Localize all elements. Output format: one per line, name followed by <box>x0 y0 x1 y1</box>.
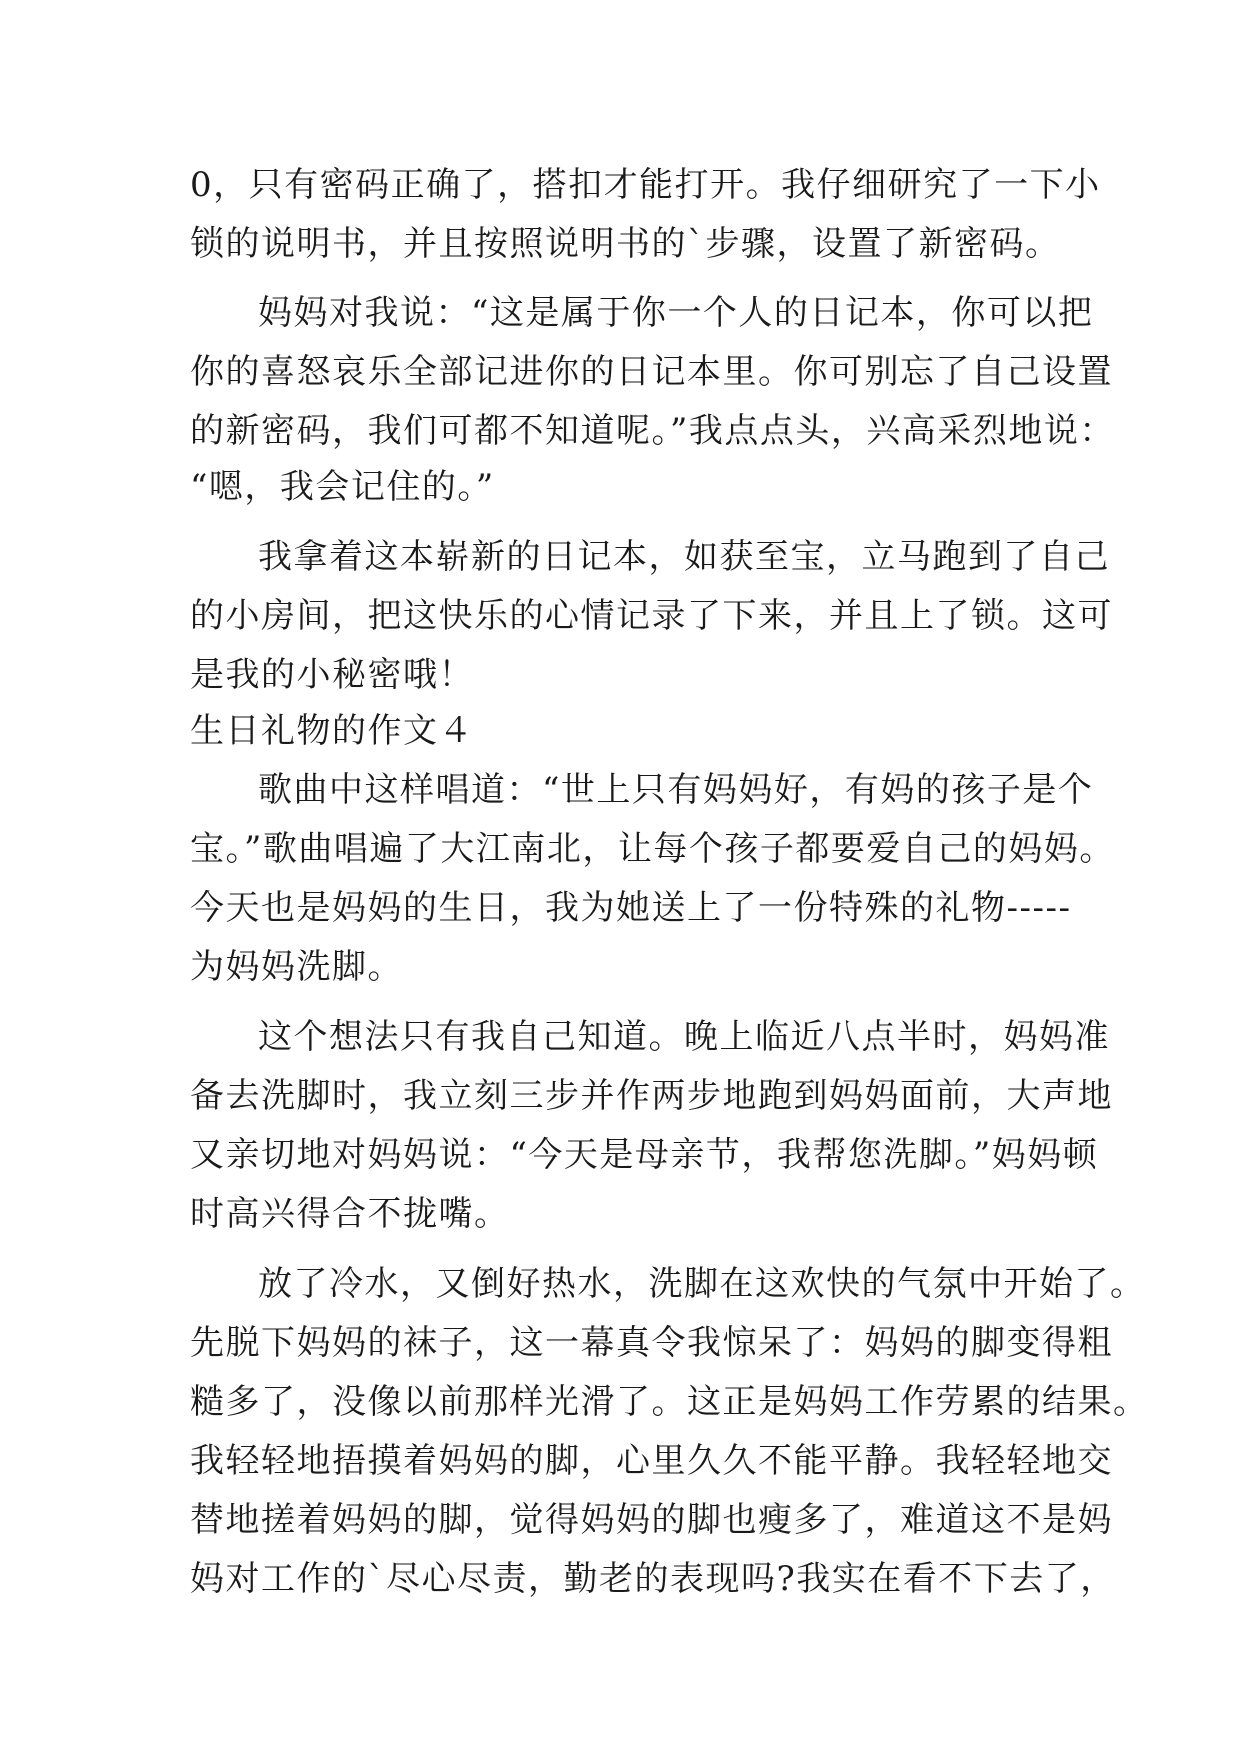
section-heading: 生日礼物的作文４ <box>190 711 474 751</box>
text-line: 是我的小秘密哦！ <box>190 655 474 695</box>
text-line: 又亲切地对妈妈说：“今天是母亲节，我帮您洗脚。”妈妈顿 <box>190 1135 1099 1175</box>
paragraph-first-line: 放了冷水，又倒好热水，洗脚在这欢快的气氛中开始了。 <box>258 1264 1146 1304</box>
text-line: 今天也是妈妈的生日，我为她送上了一份特殊的礼物----- <box>190 888 1072 928</box>
text-line: 备去洗脚时，我立刻三步并作两步地跑到妈妈面前，大声地 <box>190 1076 1113 1116</box>
text-line: 先脱下妈妈的袜子，这一幕真令我惊呆了：妈妈的脚变得粗 <box>190 1323 1113 1363</box>
text-line: 0，只有密码正确了，搭扣才能打开。我仔细研究了一下小 <box>190 165 1101 205</box>
paragraph-first-line: 我拿着这本崭新的日记本，如获至宝，立马跑到了自己 <box>258 537 1110 577</box>
text-line: “嗯，我会记住的。” <box>190 467 495 507</box>
text-line: 宝。”歌曲唱遍了大江南北，让每个孩子都要爱自己的妈妈。 <box>190 829 1115 869</box>
text-line: 替地搓着妈妈的脚，觉得妈妈的脚也瘦多了，难道这不是妈 <box>190 1500 1113 1540</box>
text-line: 的新密码，我们可都不知道呢。”我点点头，兴高采烈地说： <box>190 411 1115 451</box>
paragraph-first-line: 歌曲中这样唱道：“世上只有妈妈好，有妈的孩子是个 <box>258 770 1094 810</box>
text-line: 糙多了，没像以前那样光滑了。这正是妈妈工作劳累的结果。 <box>190 1382 1149 1422</box>
paragraph-first-line: 妈妈对我说：“这是属于你一个人的日记本，你可以把 <box>258 293 1094 333</box>
text-line: 的小房间，把这快乐的心情记录了下来，并且上了锁。这可 <box>190 596 1113 636</box>
text-line: 锁的说明书，并且按照说明书的`步骤，设置了新密码。 <box>190 224 1061 264</box>
paragraph-first-line: 这个想法只有我自己知道。晚上临近八点半时，妈妈准 <box>258 1017 1110 1057</box>
text-line: 妈对工作的`尽心尽责，勤老的表现吗?我实在看不下去了， <box>190 1559 1116 1599</box>
text-line: 为妈妈洗脚。 <box>190 947 403 987</box>
text-line: 我轻轻地捂摸着妈妈的脚，心里久久不能平静。我轻轻地交 <box>190 1441 1113 1481</box>
text-line: 时高兴得合不拢嘴。 <box>190 1194 510 1234</box>
text-line: 你的喜怒哀乐全部记进你的日记本里。你可别忘了自己设置 <box>190 352 1113 392</box>
